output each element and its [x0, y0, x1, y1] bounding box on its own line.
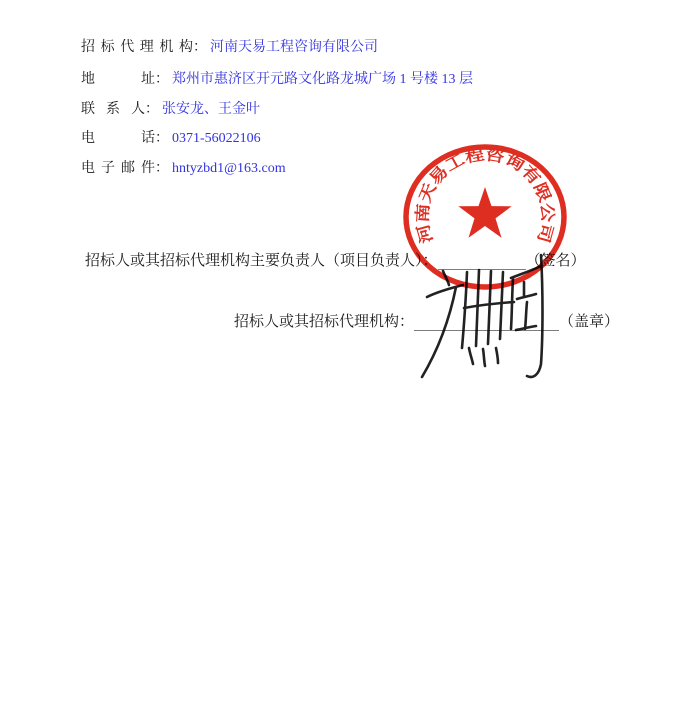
agency-value: 河南天易工程咨询有限公司 — [210, 40, 378, 55]
responsible-person-label: 招标人或其招标代理机构主要负责人（项目负责人）： — [85, 253, 438, 269]
row-address — [81, 71, 473, 88]
colon: ： — [155, 72, 169, 87]
seal-suffix: （盖章） — [559, 314, 620, 330]
contact-person-value: 张安龙、王金叶 — [162, 102, 260, 117]
email-value: hntyzbd1@163.com — [172, 161, 286, 176]
email-label: 电子邮件 — [81, 161, 155, 176]
address-value: 郑州市惠济区开元路文化路龙城广场 1 号楼 13 层 — [172, 72, 473, 87]
phone-value: 0371-56022106 — [172, 131, 261, 146]
address-label: 地址 — [81, 72, 155, 87]
row-contact-person — [81, 101, 260, 118]
row-email — [81, 160, 286, 177]
star-icon — [458, 187, 511, 238]
colon: ： — [155, 131, 169, 146]
phone-label: 电话 — [81, 131, 155, 146]
handwritten-signature — [410, 245, 575, 390]
row-phone — [81, 130, 261, 147]
row-agency — [81, 39, 378, 56]
colon: ： — [155, 161, 169, 176]
sign-suffix: （签名） — [525, 253, 586, 269]
seal-company-text: 河南天易工程咨询有限公司 — [414, 146, 556, 245]
colon: ： — [193, 40, 207, 55]
agency-label: 招标代理机构 — [81, 40, 193, 55]
contact-person-label: 联系人 — [81, 102, 145, 117]
colon: ： — [145, 102, 159, 117]
agency-seal-label: 招标人或其招标代理机构： — [234, 314, 415, 330]
